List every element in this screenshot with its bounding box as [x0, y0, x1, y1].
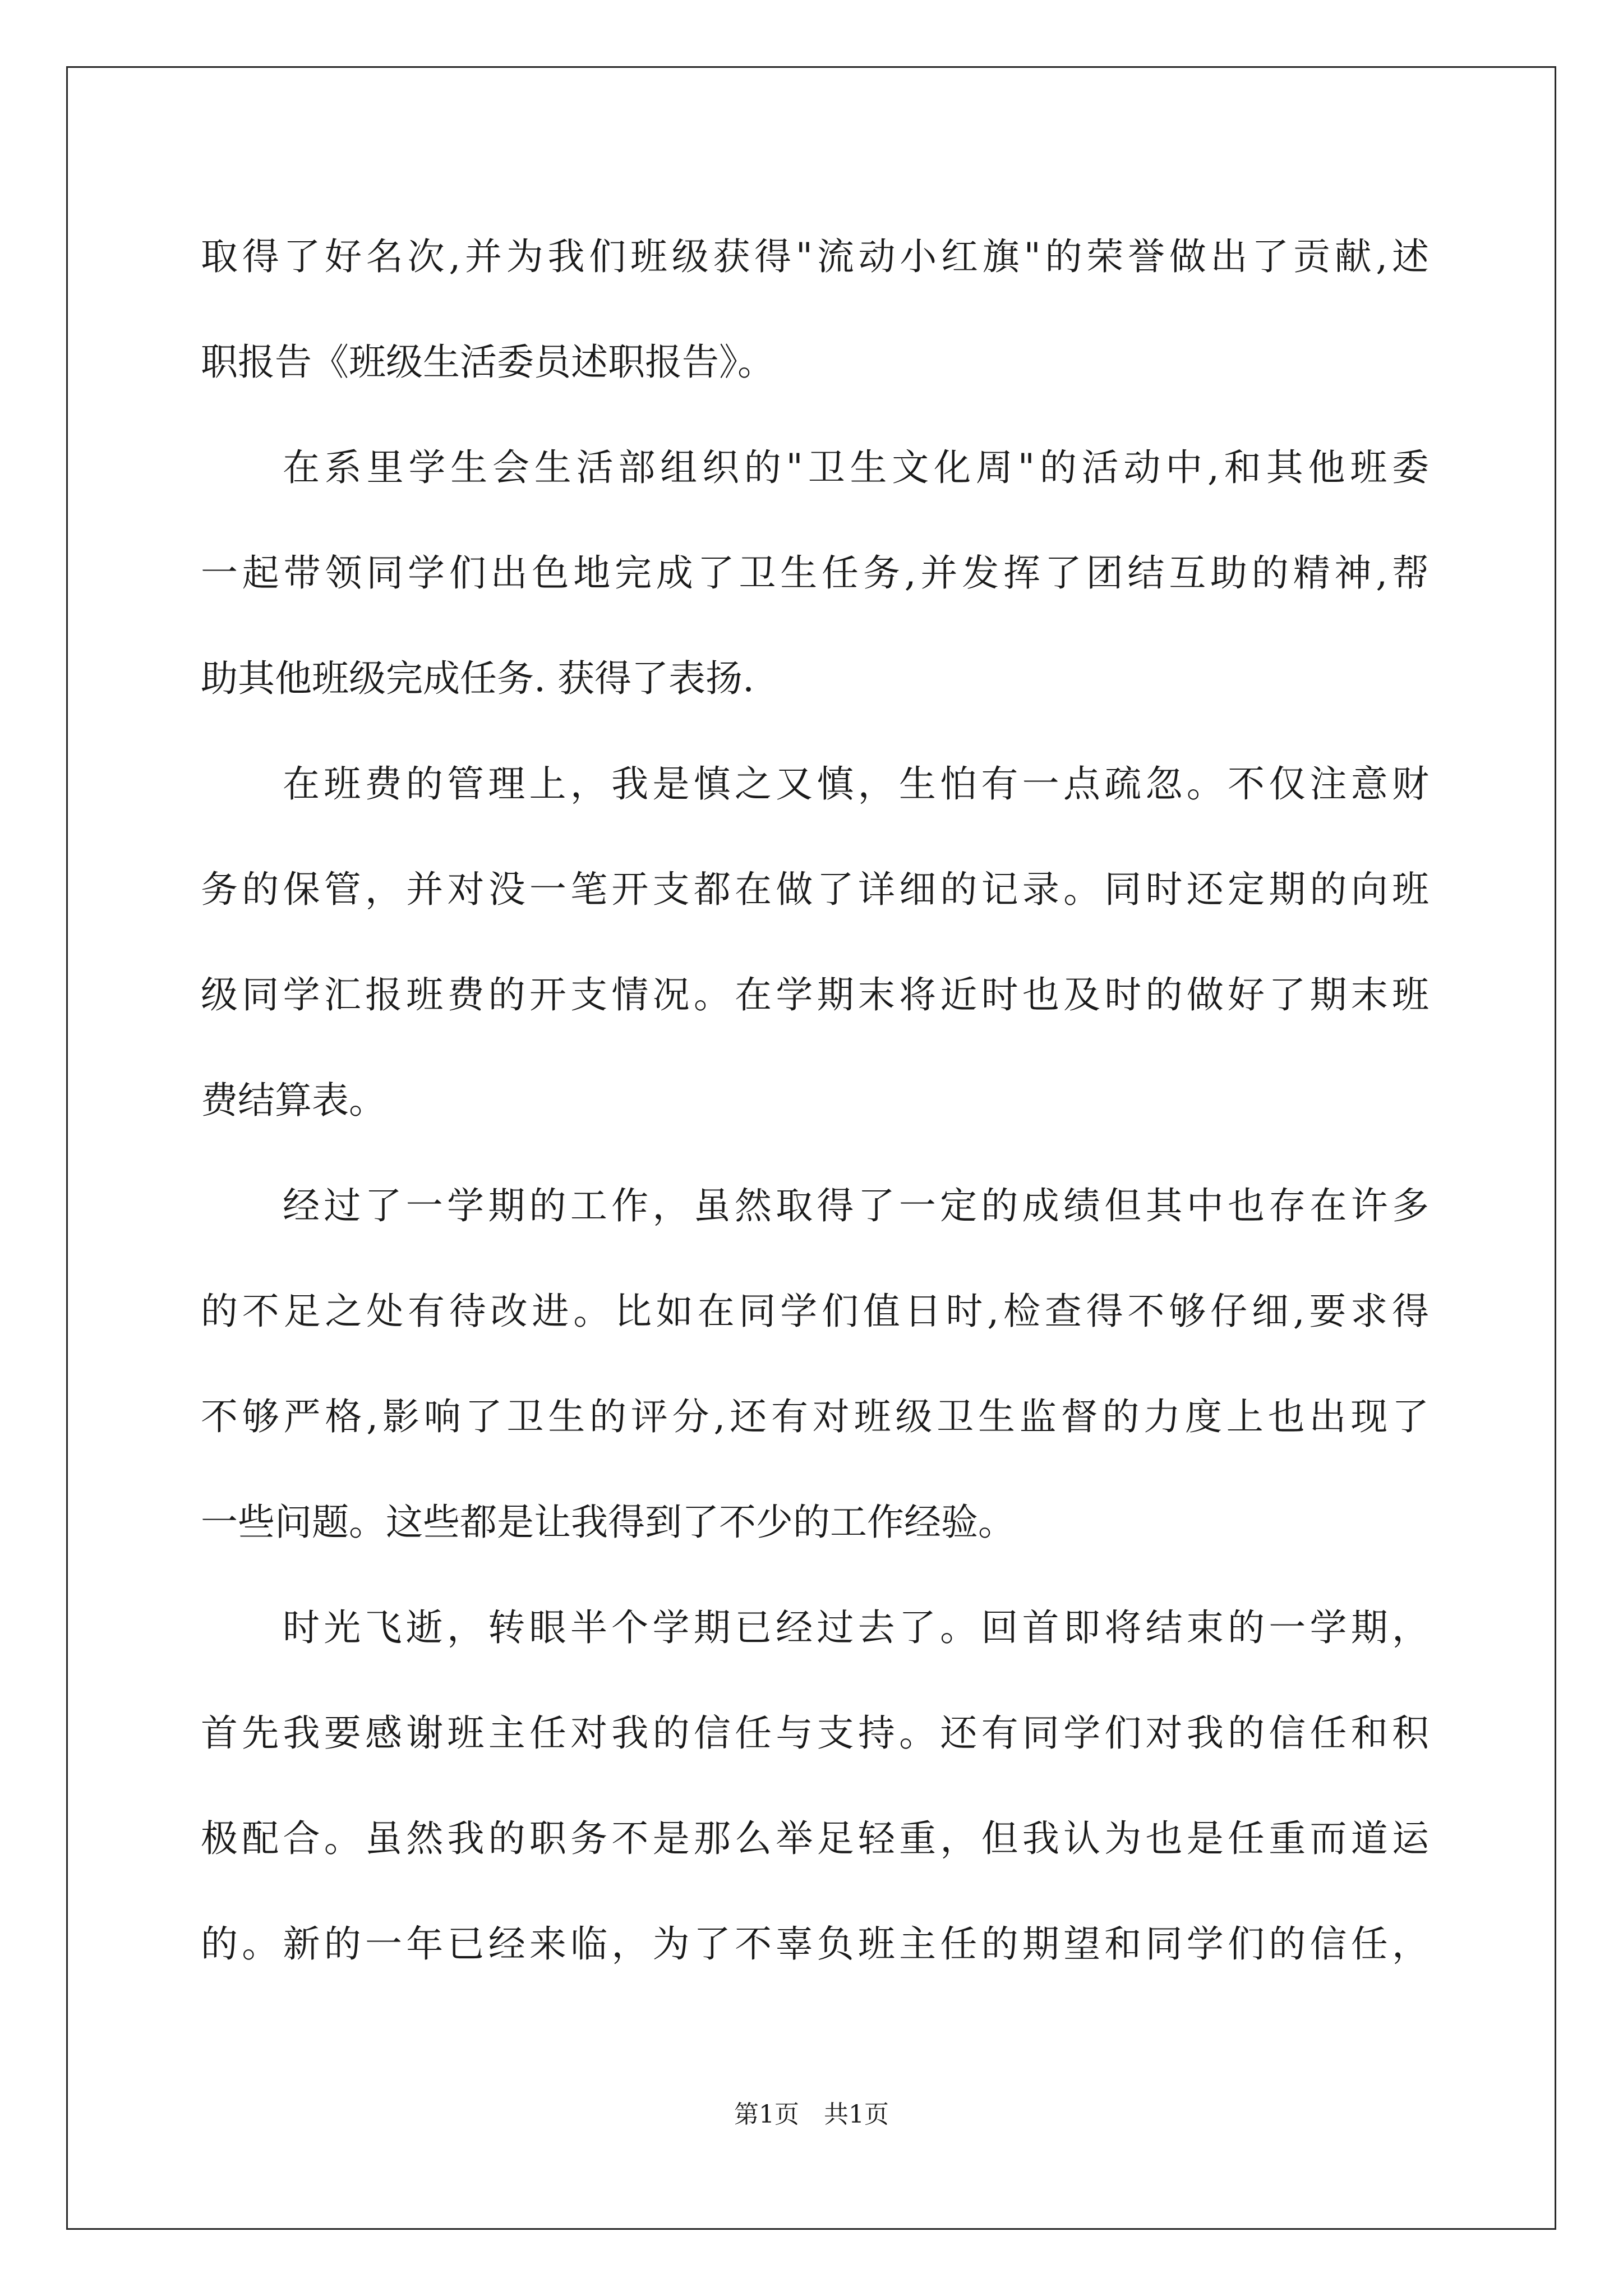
text-line-5: 助其他班级完成任务. 获得了表扬.: [201, 657, 754, 700]
text-line-9: 费结算表。: [201, 1079, 386, 1122]
text-line-4: 一起带领同学们出色地完成了卫生任务,并发挥了团结互助的精神,帮: [201, 551, 1429, 595]
text-line-1: 取得了好名次,并为我们班级获得"流动小红旗"的荣誉做出了贡献,述: [201, 235, 1429, 278]
text-line-12: 不够严格,影响了卫生的评分,还有对班级卫生监督的力度上也出现了: [201, 1395, 1429, 1438]
text-line-6: 在班费的管理上，我是慎之又慎，生怕有一点疏忽。不仅注意财: [283, 762, 1429, 806]
text-line-17: 的。新的一年已经来临，为了不辜负班主任的期望和同学们的信任，: [201, 1922, 1429, 1966]
text-line-14: 时光飞逝，转眼半个学期已经过去了。回首即将结束的一学期，: [283, 1606, 1429, 1649]
text-line-16: 极配合。虽然我的职务不是那么举足轻重，但我认为也是任重而道运: [201, 1817, 1429, 1860]
text-line-3: 在系里学生会生活部组织的"卫生文化周"的活动中,和其他班委: [283, 446, 1429, 489]
text-line-2: 职报告《班级生活委员述职报告》。: [201, 341, 774, 384]
text-line-7: 务的保管，并对没一笔开支都在做了详细的记录。同时还定期的向班: [201, 868, 1429, 911]
page-number-footer: 第1页 共1页: [734, 2100, 889, 2129]
text-line-8: 级同学汇报班费的开支情况。在学期末将近时也及时的做好了期末班: [201, 973, 1429, 1016]
text-line-10: 经过了一学期的工作，虽然取得了一定的成绩但其中也存在许多: [283, 1184, 1429, 1227]
document-body: [201, 204, 1429, 1997]
text-line-13: 一些问题。这些都是让我得到了不少的工作经验。: [201, 1501, 1015, 1544]
text-line-15: 首先我要感谢班主任对我的信任与支持。还有同学们对我的信任和积: [201, 1711, 1429, 1755]
text-line-11: 的不足之处有待改进。比如在同学们值日时,检查得不够仔细,要求得: [201, 1290, 1429, 1333]
